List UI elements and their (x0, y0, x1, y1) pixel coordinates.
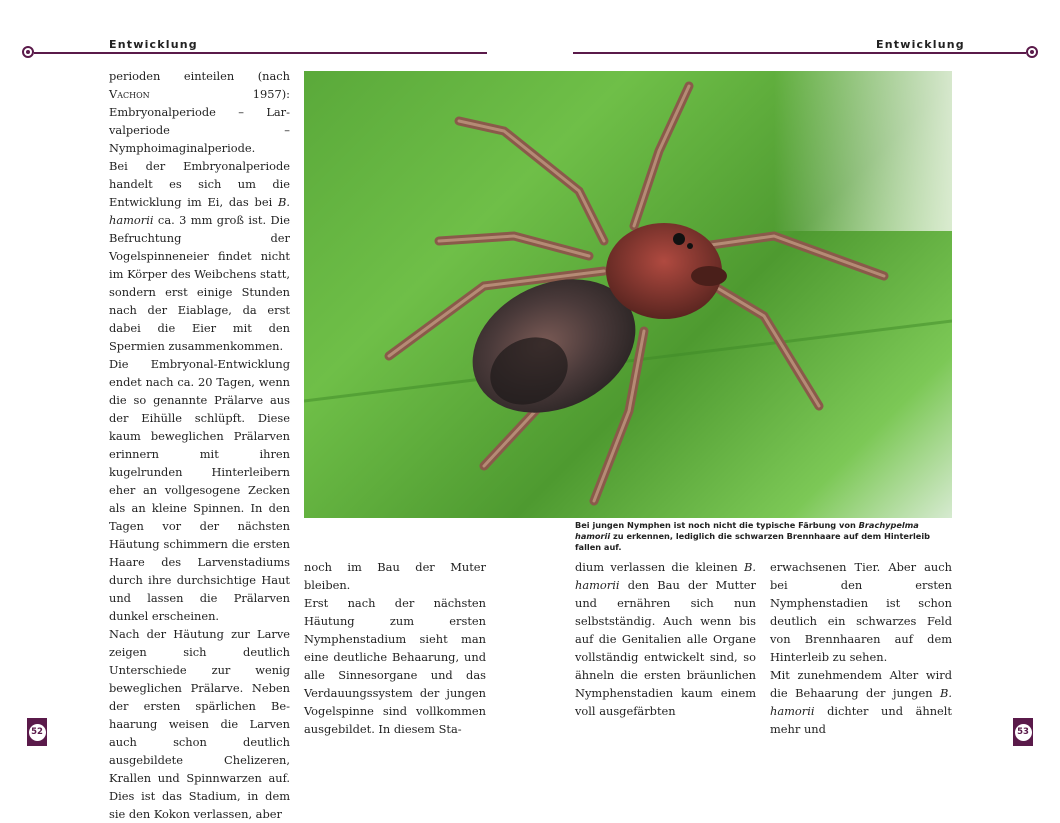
spider-photo (304, 71, 952, 518)
text-column-2 (304, 558, 486, 738)
species-name: B. hamorii (770, 686, 952, 718)
page-number-right: 53 (1015, 724, 1032, 741)
paragraph: Mit zunehmendem Alter wird die Behaarung der jungen B. hamorii dichter und ähnelt mehr und (770, 668, 952, 736)
tarantula-nymph-image (304, 71, 952, 518)
header-rule-left (34, 52, 487, 54)
running-head-right: Entwicklung (876, 38, 965, 51)
paragraph: noch im Bau der Muter bleiben. (304, 560, 486, 592)
species-name: B. hamorii (109, 195, 290, 227)
text-column-4 (770, 558, 952, 738)
paragraph: perioden einteilen (nach Vachon 1957): Embryonalperiode – Larvalperiode – Nymphoimaginalperiode. (109, 69, 290, 155)
text-column-3 (575, 558, 756, 720)
page-number-badge-right (1013, 718, 1033, 746)
running-head-left: Entwicklung (109, 38, 198, 51)
paragraph: Erst nach der nächsten Häutung zum ersten Nymphenstadium sieht man eine deutliche Behaarung, und alle Sinnesorgane und das Verdauungssystem der jungen Vogelspinne sind vollkommen ausgebildet. In diesem Sta- (304, 596, 486, 736)
author-name: Vachon (109, 87, 150, 101)
text-column-1 (109, 67, 290, 823)
species-name: B. hamorii (575, 560, 756, 592)
paragraph: Bei der Embryonalperiode handelt es sich um die Entwicklung im Ei, das bei B. hamorii ca. 3 mm groß ist. Die Befruchtung der Vogelspinneneier findet nicht im Körper des Weibchens statt, sondern erst einige Stunden nach der Eiablage, da erst dabei die Eier mit den Spermien zusammenkommen. (109, 159, 290, 353)
photo-caption: Bei jungen Nymphen ist noch nicht die typische Färbung von Brachypelma hamorii zu erkennen, lediglich die schwarzen Brennhaare auf dem Hinterleib fallen auf. (575, 520, 931, 552)
page-number-badge-left (27, 718, 47, 746)
page-number-left: 52 (29, 724, 46, 741)
paragraph: erwachsenen Tier. Aber auch bei den ersten Nymphenstadien ist schon deutlich ein schwarzes Feld von Brennhaaren auf dem Hinterleib zu sehen. (770, 560, 952, 664)
paragraph: Nach der Häutung zur Larve zeigen sich deutlich Unterschiede zur wenig beweglichen Prälarve. Neben der ersten spärlichen Behaarung weisen die Larven auch schon deutlich ausgebildete Chelizeren, Krallen und Spinnwarzen auf. Dies ist das Stadium, in dem sie den Kokon verlassen, aber (109, 627, 290, 821)
caption-species-name: Brachypelma hamorii (575, 520, 919, 541)
header-bullet-right-icon (1026, 46, 1038, 58)
header-bullet-left-icon (22, 46, 34, 58)
paragraph: Die Embryonal-Entwicklung endet nach ca. 20 Tagen, wenn die so genannte Prälarve aus der Eihülle schlüpft. Diese kaum beweglichen Prälarven erinnern mit ihren kugelrunden Hinterleibern eher an vollgesogene Zecken als an kleine Spinnen. In den Tagen vor der nächsten Häutung schimmern die ersten Haare des Larvenstadiums durch ihre durchsichtige Haut und lassen die Prälarven dunkel erscheinen. (109, 357, 290, 623)
header-rule-right (573, 52, 1026, 54)
paragraph: dium verlassen die kleinen B. hamorii den Bau der Mutter und ernähren sich nun selbstständig. Auch wenn bis auf die Genitalien alle Organe vollständig entwickelt sind, so ähneln die ersten bräunlichen Nymphenstadien kaum einem voll ausgefärbten (575, 560, 756, 718)
